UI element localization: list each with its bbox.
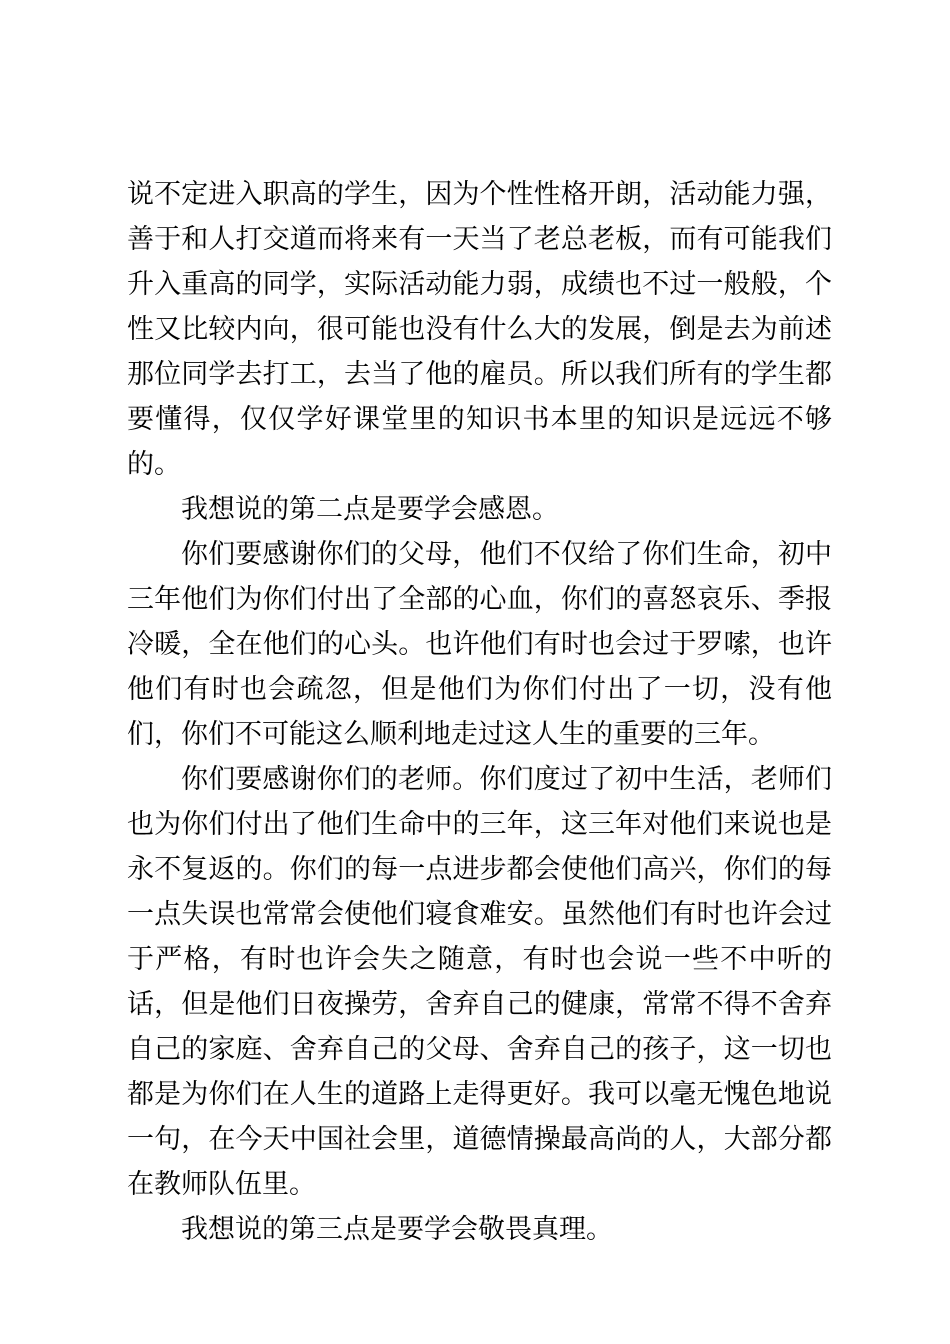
paragraph-heading-gratitude: 我想说的第二点是要学会感恩。	[181, 494, 559, 525]
paragraph-thank-parents: 你们要感谢你们的父母，他们不仅给了你们生命，初中三年他们为你们付出了全部的心血，你们的喜怒哀乐、季报冷暖，全在他们的心头。也许他们有时也会过于罗嗦，也许他们有时也会疏忽，但是他们为你们付出了一切，没有他们，你们不可能这么顺利地走过这人生的重要的三年。	[127, 539, 832, 750]
document-body	[127, 172, 832, 1252]
paragraph-heading-truth: 我想说的第三点是要学会敬畏真理。	[181, 1214, 613, 1245]
paragraph-thank-teachers: 你们要感谢你们的老师。你们度过了初中生活，老师们也为你们付出了他们生命中的三年，这三年对他们来说也是永不复返的。你们的每一点进步都会使他们高兴，你们的每一点失误也常常会使他们寝食难安。虽然他们有时也许会过于严格，有时也许会失之随意，有时也会说一些不中听的话，但是他们日夜操劳，舍弃自己的健康，常常不得不舍弃自己的家庭、舍弃自己的父母、舍弃自己的孩子，这一切也都是为你们在人生的道路上走得更好。我可以毫无愧色地说一句，在今天中国社会里，道德情操最高尚的人，大部分都在教师队伍里。	[127, 764, 832, 1200]
paragraph-continuation: 说不定进入职高的学生，因为个性性格开朗，活动能力强，善于和人打交道而将来有一天当了老总老板，而有可能我们升入重高的同学，实际活动能力弱，成绩也不过一般般，个性又比较内向，很可能也没有什么大的发展，倒是去为前述那位同学去打工，去当了他的雇员。所以我们所有的学生都要懂得，仅仅学好课堂里的知识书本里的知识是远远不够的。	[127, 179, 832, 480]
